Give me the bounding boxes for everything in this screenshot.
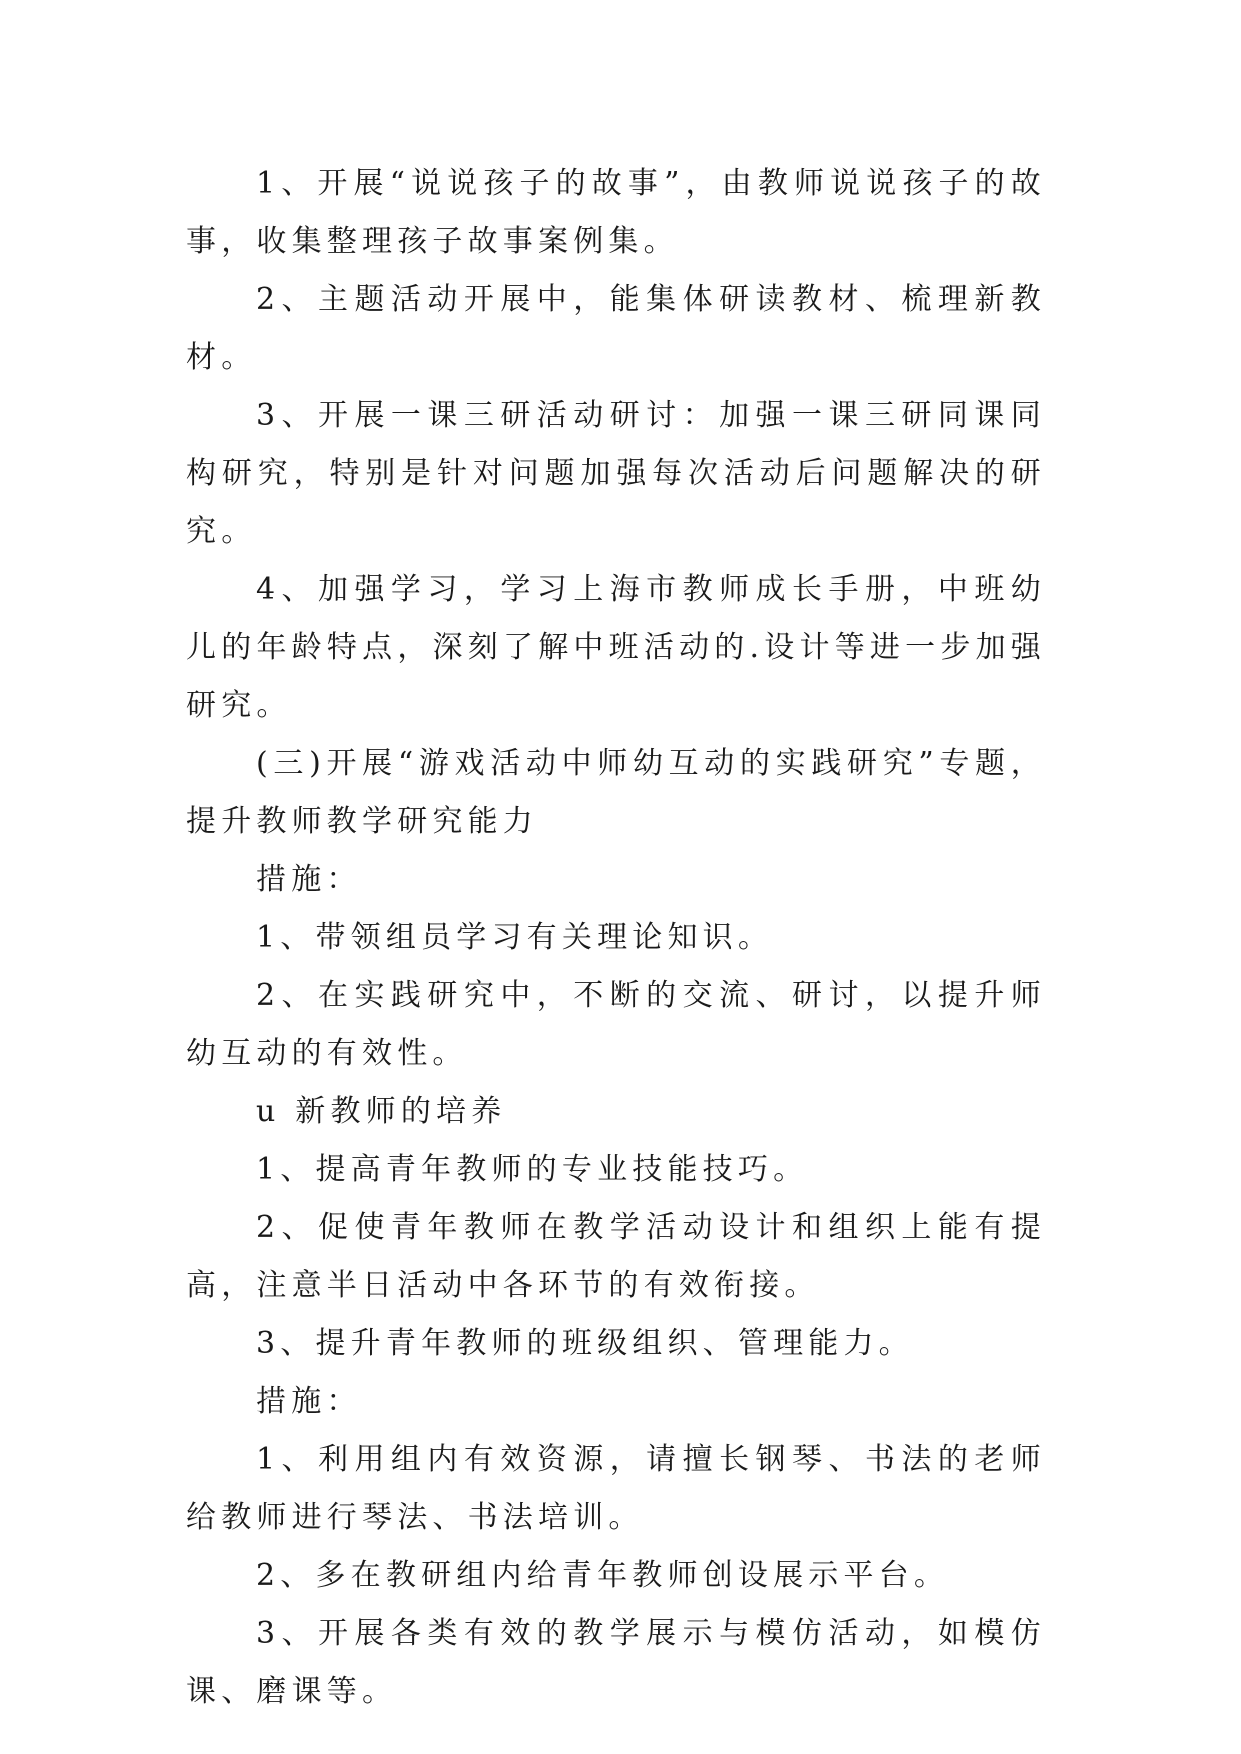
paragraph: 2、在实践研究中，不断的交流、研讨，以提升师幼互动的有效性。 <box>186 978 1046 1071</box>
measures-label: 措施： <box>256 1384 362 1419</box>
paragraph: 1、带领组员学习有关理论知识。 <box>256 920 774 955</box>
document-body <box>186 155 1046 1721</box>
paragraph: 4、加强学习，学习上海市教师成长手册，中班幼儿的年龄特点，深刻了解中班活动的.设计等进一步加强研究。 <box>186 572 1046 723</box>
paragraph: 1、开展“说说孩子的故事”，由教师说说孩子的故事，收集整理孩子故事案例集。 <box>186 166 1046 259</box>
paragraph: 3、提升青年教师的班级组织、管理能力。 <box>256 1326 914 1361</box>
paragraph: 3、开展各类有效的教学展示与模仿活动，如模仿课、磨课等。 <box>186 1616 1046 1709</box>
paragraph: 1、利用组内有效资源，请擅长钢琴、书法的老师给教师进行琴法、书法培训。 <box>186 1442 1046 1535</box>
paragraph: 2、主题活动开展中，能集体研读教材、梳理新教材。 <box>186 282 1046 375</box>
section-heading: (三)开展“游戏活动中师幼互动的实践研究”专题，提升教师教学研究能力 <box>186 746 1046 839</box>
paragraph: 2、多在教研组内给青年教师创设展示平台。 <box>256 1558 950 1593</box>
paragraph: 1、提高青年教师的专业技能技巧。 <box>256 1152 809 1187</box>
section-heading: u 新教师的培养 <box>256 1094 507 1129</box>
measures-label: 措施： <box>256 862 362 897</box>
paragraph: 2、促使青年教师在教学活动设计和组织上能有提高，注意半日活动中各环节的有效衔接。 <box>186 1210 1046 1303</box>
paragraph: 3、开展一课三研活动研讨：加强一课三研同课同构研究，特别是针对问题加强每次活动后问题解决的研究。 <box>186 398 1046 549</box>
